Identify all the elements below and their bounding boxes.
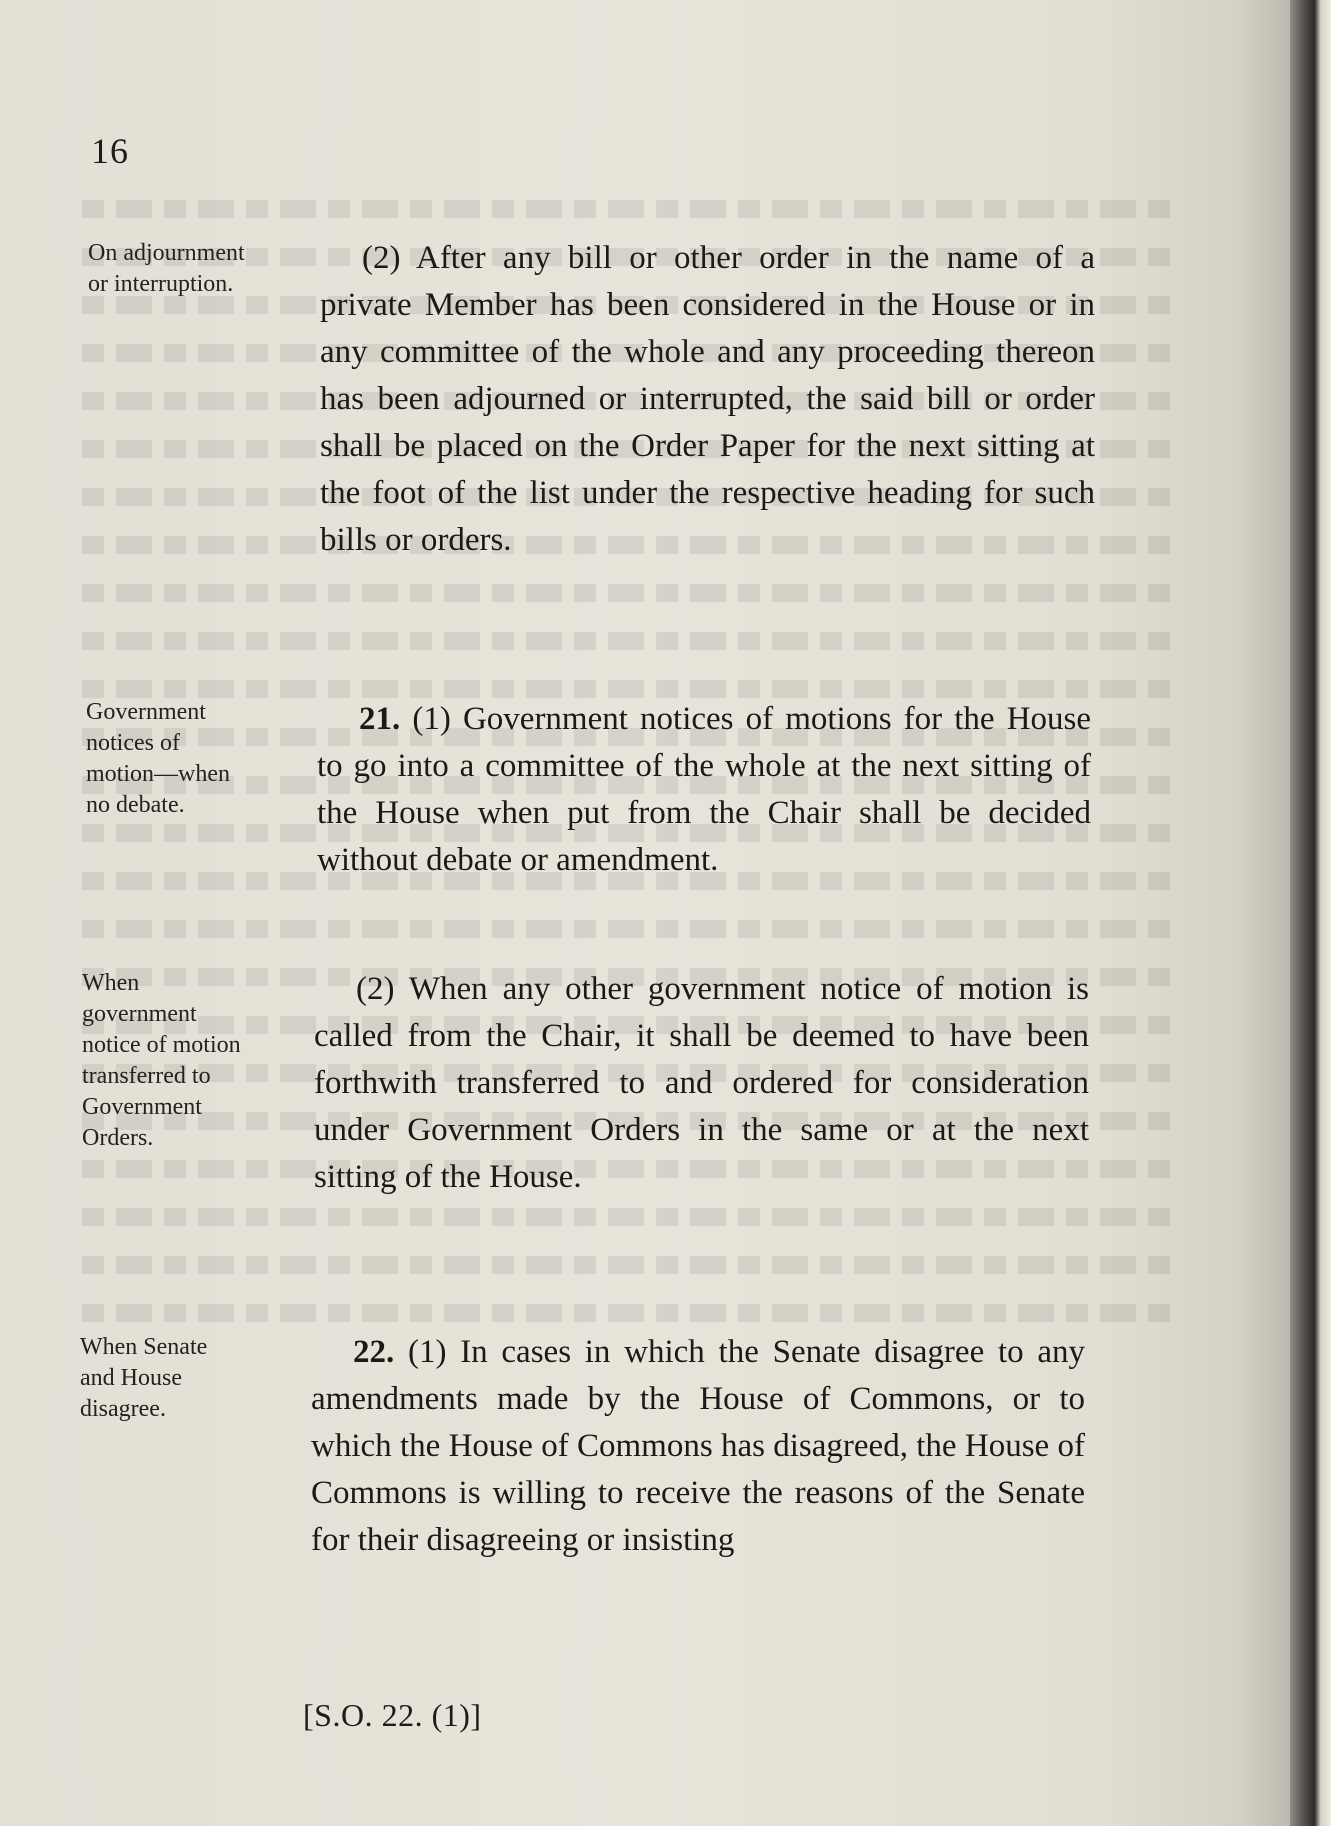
margin-note-line: Government <box>86 699 206 725</box>
margin-note-line: notices of <box>86 730 180 756</box>
paragraph-text: (1) Government notices of motions for the House to go into a committee of the whole at the next sitting of the House when put from the Chair shall be decided without debate or amendment. <box>317 701 1092 878</box>
margin-note-line: Government <box>82 1094 202 1120</box>
margin-note-adjournment <box>88 238 298 300</box>
margin-note-line: transferred to <box>82 1063 211 1089</box>
page-number: 16 <box>91 131 129 171</box>
margin-note-line: government <box>82 1001 197 1027</box>
paragraph-text: (2) After any bill or other order in the name of a private Member has been considered in the House or in any committee of the whole and any proceeding thereon has been adjourned or interrupted, the said bill or order shall be placed on the Order Paper for the next sitting at the foot of the list under the respective heading for such bills or orders. <box>320 240 1095 558</box>
paragraph-text: (1) In cases in which the Senate disagree to any amendments made by the House of Commons, or to which the House of Commons has disagreed, the House of Commons is willing to receive the reasons of the Senate for their disagreeing or insisting <box>311 1334 1085 1558</box>
margin-note-line: disagree. <box>80 1396 166 1422</box>
margin-note-line: notice of motion <box>82 1032 241 1058</box>
margin-note-transferred <box>82 968 292 1154</box>
paragraph-standing-order-21 <box>317 696 1091 884</box>
margin-note-line: motion—when <box>86 761 230 787</box>
margin-note-line: or interruption. <box>88 271 234 297</box>
paragraph-text: (2) When any other government notice of motion is called from the Chair, it shall be deemed to have been forthwith transferred to and ordered for consideration under Government Orders in the same or at the next sitting of the House. <box>314 971 1089 1195</box>
margin-note-line: and House <box>80 1365 182 1391</box>
book-spine-edge <box>1290 0 1331 1826</box>
margin-note-line: no debate. <box>86 792 185 818</box>
paragraph-standing-order-22 <box>311 1329 1085 1564</box>
margin-note-line: When <box>82 970 140 996</box>
footer-reference: [S.O. 22. (1)] <box>303 1697 482 1733</box>
margin-note-line: Orders. <box>82 1125 154 1151</box>
margin-note-senate-disagree <box>80 1332 290 1425</box>
paragraph-government-orders <box>314 966 1089 1201</box>
paragraph-private-member-bills <box>320 235 1095 564</box>
margin-note-government-notices <box>86 697 296 821</box>
section-number: 22. <box>353 1334 395 1370</box>
section-number: 21. <box>359 701 401 737</box>
margin-note-line: On adjournment <box>88 240 245 266</box>
margin-note-line: When Senate <box>80 1334 208 1360</box>
